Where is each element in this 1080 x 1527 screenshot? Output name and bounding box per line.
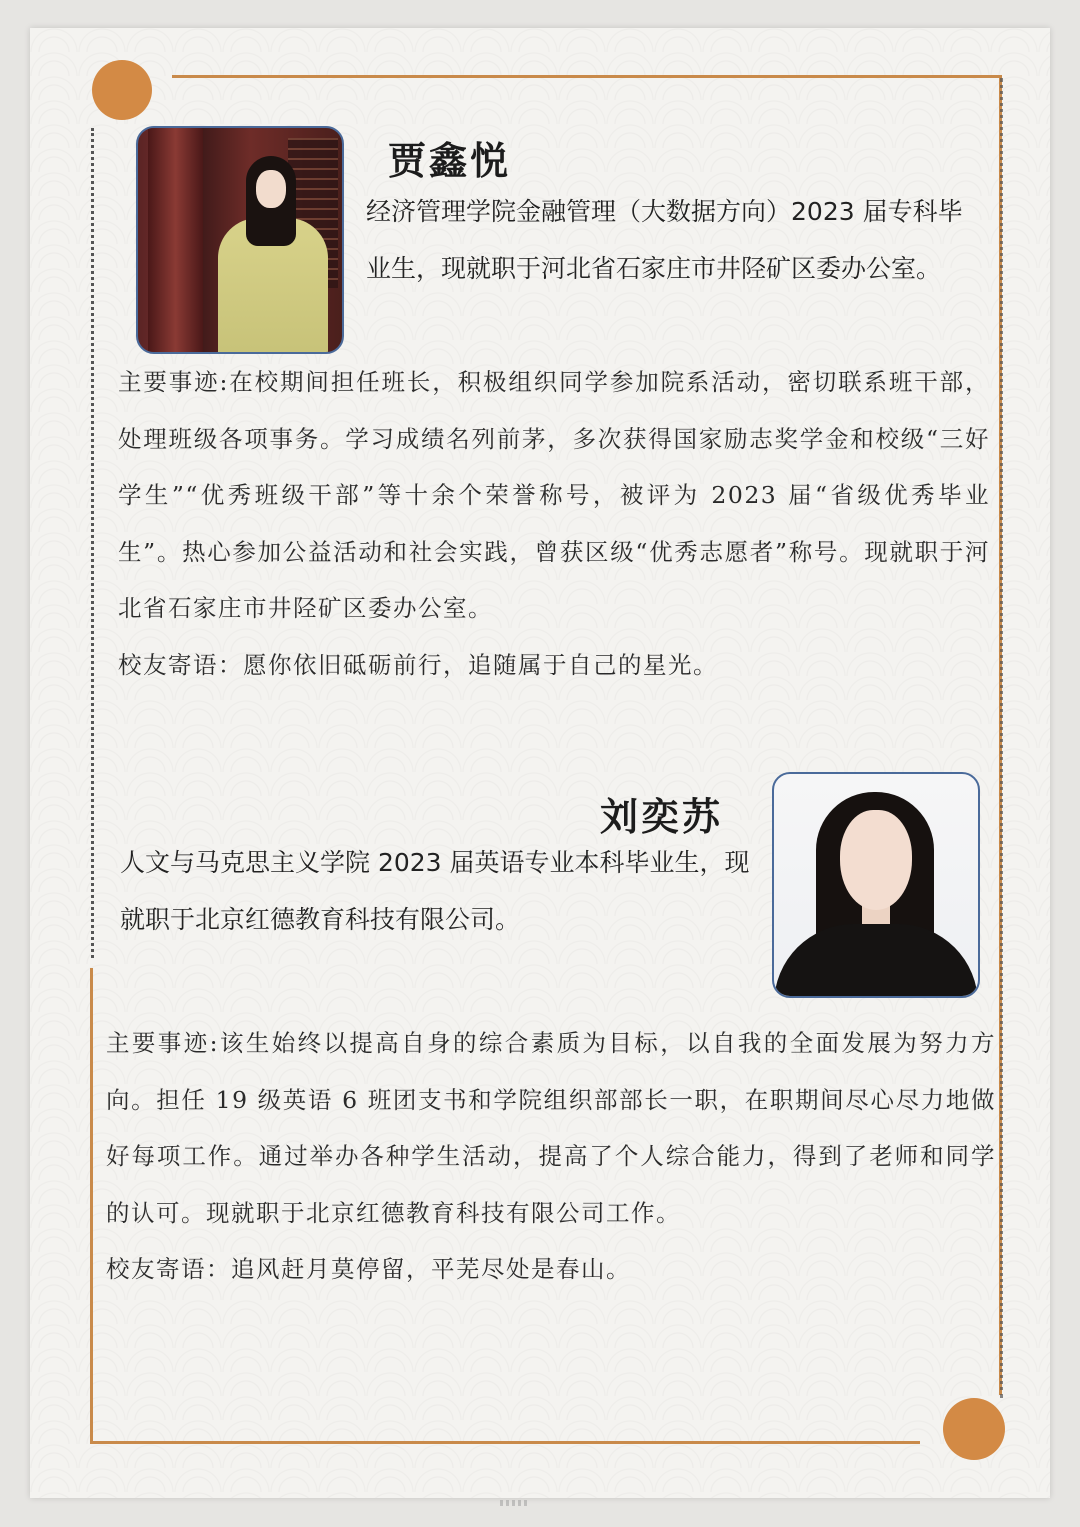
frame-line-bottom <box>90 1441 920 1444</box>
profile-name: 贾鑫悦 <box>388 138 512 183</box>
profile-photo-liu-yisu <box>772 772 980 998</box>
decorative-circle-top-left <box>92 60 152 120</box>
frame-line-left <box>90 968 93 1444</box>
message-text: 追风赶月莫停留，平芜尽处是春山。 <box>231 1255 631 1283</box>
deeds-label: 主要事迹: <box>106 1029 220 1057</box>
deeds-text: 在校期间担任班长，积极组织同学参加院系活动，密切联系班干部，处理班级各项事务。学习成绩名列前茅，多次获得国家励志奖学金和校级“三好学生”“优秀班级干部”等十余个荣誉称号，被评为 2023 届“省级优秀毕业生”。热心参加公益活动和社会实践，曾获区级“优秀志愿者”称号。现就职于河北省石家庄市井陉矿区委办公室。 <box>118 368 991 622</box>
profile-name: 刘奕苏 <box>600 794 724 839</box>
frame-line-top <box>172 75 1002 78</box>
profile-details <box>118 354 990 693</box>
deeds-paragraph <box>106 1015 996 1241</box>
message-paragraph <box>106 1241 996 1298</box>
deeds-text: 该生始终以提高自身的综合素质为目标，以自我的全面发展为努力方向。担任 19 级英语 6 班团支书和学院组织部部长一职，在职期间尽心尽力地做好每项工作。通过举办各种学生活动，提高了个人综合能力，得到了老师和同学的认可。现就职于北京红德教育科技有限公司工作。 <box>106 1029 996 1227</box>
dotted-border-left <box>91 128 94 958</box>
dotted-border-right <box>1000 78 1003 1398</box>
bottom-decoration <box>500 1500 530 1506</box>
message-paragraph <box>118 637 990 694</box>
deeds-label: 主要事迹: <box>118 368 229 396</box>
profile-photo-jia-xinyue <box>136 126 344 354</box>
profile-details <box>106 1015 996 1298</box>
message-label: 校友寄语： <box>106 1255 231 1283</box>
message-text: 愿你依旧砥砺前行，追随属于自己的星光。 <box>243 650 718 679</box>
profile-intro: 经济管理学院金融管理（大数据方向）2023 届专科毕业生，现就职于河北省石家庄市井陉矿区委办公室。 <box>366 197 963 283</box>
decorative-circle-bottom-right <box>943 1398 1005 1460</box>
profile-intro: 人文与马克思主义学院 2023 届英语专业本科毕业生，现就职于北京红德教育科技有限公司。 <box>120 848 750 934</box>
message-label: 校友寄语： <box>118 650 243 679</box>
deeds-paragraph <box>118 354 990 637</box>
